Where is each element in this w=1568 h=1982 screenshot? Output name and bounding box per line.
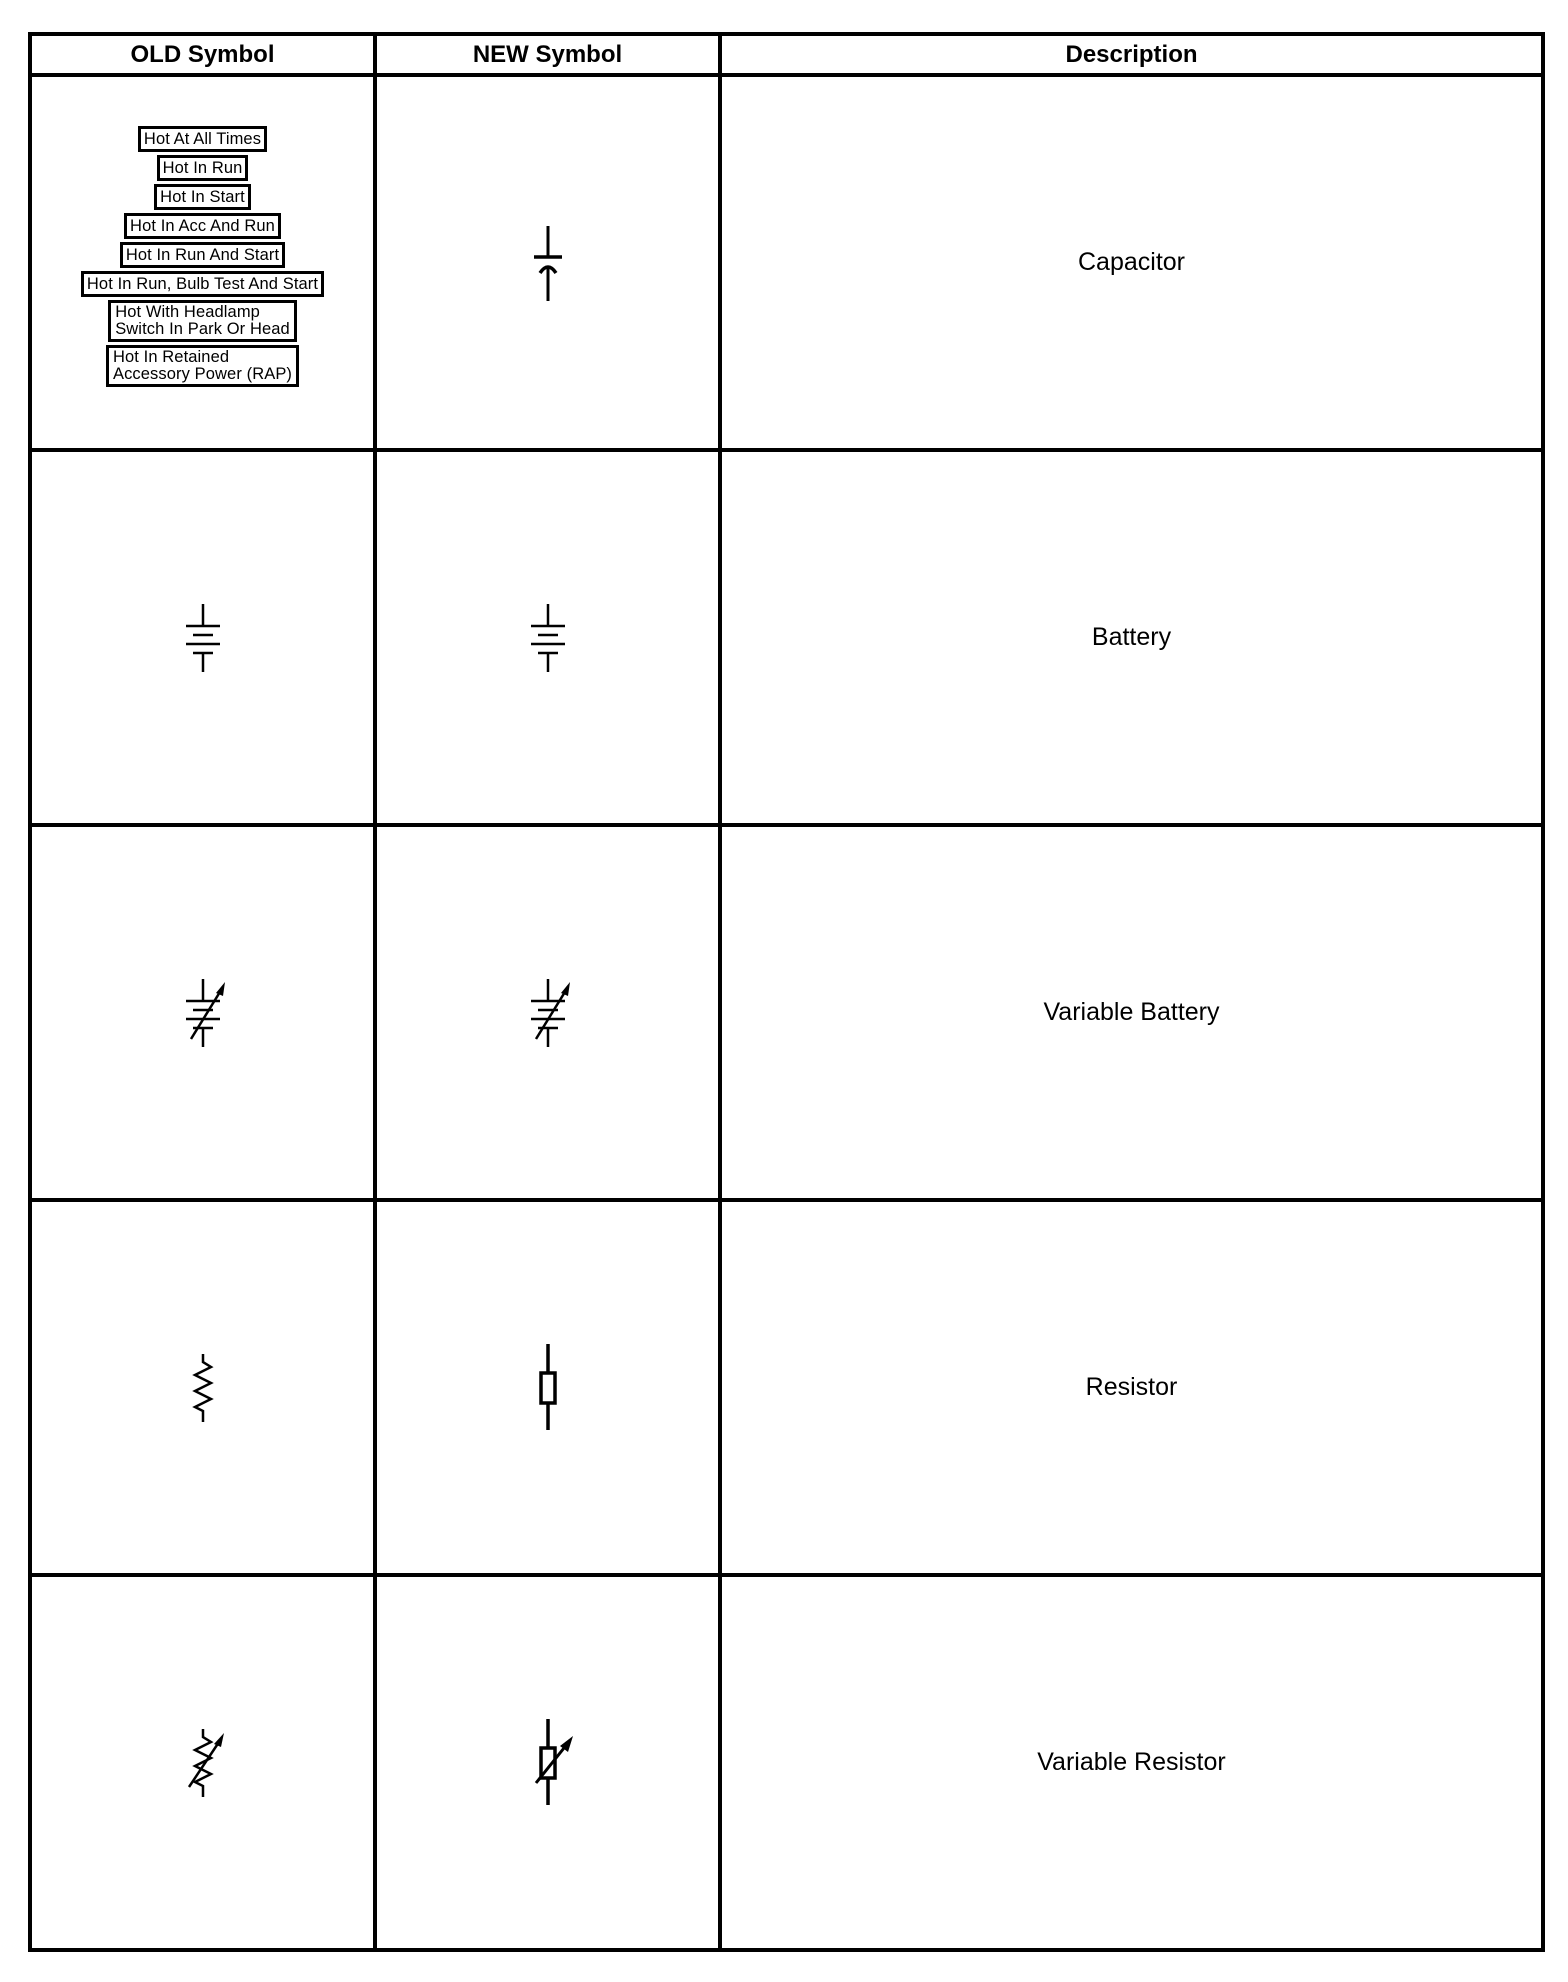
description-cell: Variable Resistor	[720, 1575, 1543, 1950]
table-row	[30, 75, 1543, 450]
zigzag-variable-resistor-symbol-icon	[173, 1723, 233, 1803]
new-symbol-cell	[375, 75, 720, 450]
new-symbol-header: NEW Symbol	[375, 34, 720, 75]
old-symbol-cell	[30, 1200, 375, 1575]
old-symbol-cell	[30, 450, 375, 825]
new-symbol-cell	[375, 1575, 720, 1950]
description-cell: Battery	[720, 450, 1543, 825]
hot-label: Hot In Retained Accessory Power (RAP)	[106, 345, 299, 387]
table-row	[30, 1200, 1543, 1575]
table-row	[30, 450, 1543, 825]
variable-battery-symbol-icon	[518, 973, 578, 1053]
old-symbol-cell	[30, 825, 375, 1200]
hot-label: Hot In Acc And Run	[124, 213, 281, 239]
table-row	[30, 1575, 1543, 1950]
hot-label: Hot At All Times	[138, 126, 267, 152]
description-header: Description	[720, 34, 1543, 75]
old-symbol-header: OLD Symbol	[30, 34, 375, 75]
hot-label: Hot With Headlamp Switch In Park Or Head	[108, 300, 297, 342]
description-cell: Resistor	[720, 1200, 1543, 1575]
hot-label: Hot In Start	[154, 184, 251, 210]
old-symbol-cell	[30, 75, 375, 450]
battery-symbol-icon	[523, 598, 573, 678]
description-cell: Capacitor	[720, 75, 1543, 450]
symbol-comparison-table	[28, 32, 1545, 1952]
new-symbol-cell	[375, 450, 720, 825]
new-symbol-cell	[375, 825, 720, 1200]
hot-label: Hot In Run	[157, 155, 249, 181]
old-symbol-cell	[30, 1575, 375, 1950]
box-resistor-symbol-icon	[528, 1343, 568, 1433]
box-variable-resistor-symbol-icon	[518, 1718, 578, 1808]
hot-label: Hot In Run And Start	[120, 242, 285, 268]
table-row	[30, 825, 1543, 1200]
capacitor-symbol-icon	[528, 223, 568, 303]
hot-label-stack	[32, 126, 373, 387]
description-cell: Variable Battery	[720, 825, 1543, 1200]
zigzag-resistor-symbol-icon	[183, 1348, 223, 1428]
battery-symbol-icon	[178, 598, 228, 678]
new-symbol-cell	[375, 1200, 720, 1575]
variable-battery-symbol-icon	[173, 973, 233, 1053]
header-row	[30, 34, 1543, 75]
hot-label: Hot In Run, Bulb Test And Start	[81, 271, 324, 297]
